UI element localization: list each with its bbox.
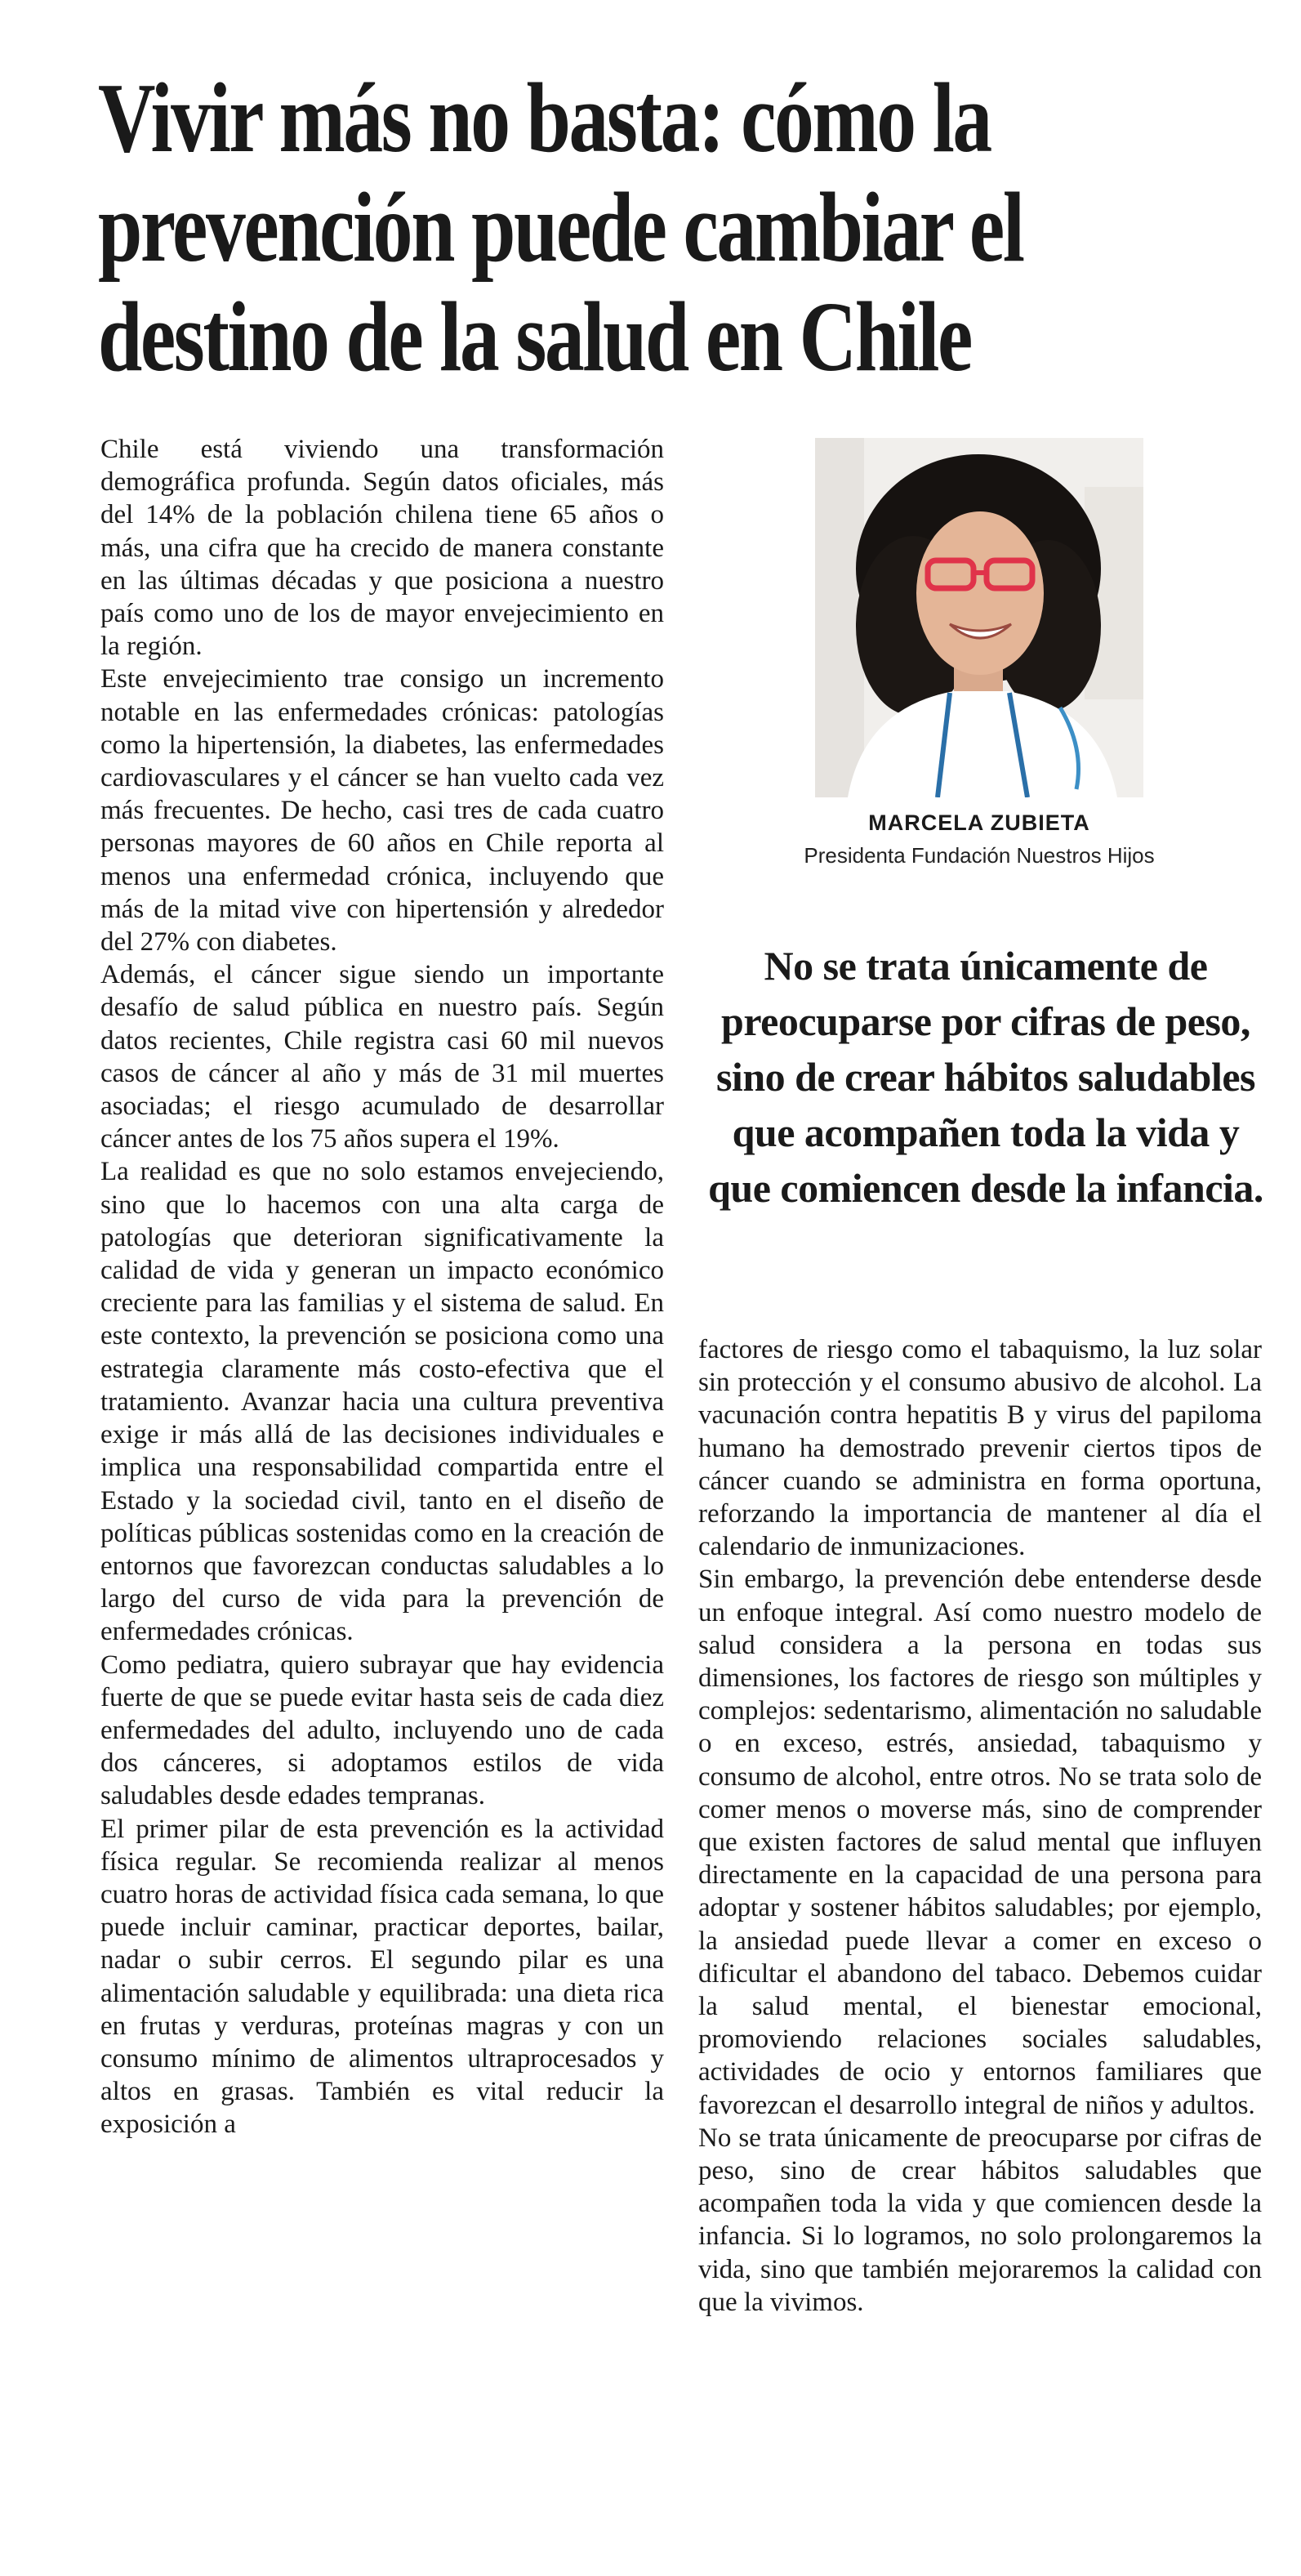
paragraph: Además, el cáncer sigue siendo un importante desafío de salud pública en nuestro país. Según datos recientes, Chile registra casi 60 mil nuevos casos de cáncer al año y más de 31 mil muertes asociadas; el riesgo acumulado de desarrollar cáncer antes de los 75 años supera el 19%. <box>100 960 664 1154</box>
paragraph: El primer pilar de esta prevención es la actividad física regular. Se recomienda realizar al menos cuatro horas de actividad física cada semana, lo que puede incluir caminar, practicar deportes, bailar, nadar o subir cerros. El segundo pilar es una alimentación saludable y equilibrada: una dieta rica en frutas y verduras, proteínas magras y con un consumo mínimo de alimentos ultraprocesados y altos en grasas. También es vital reducir la exposición a <box>100 1814 664 2140</box>
paragraph: factores de riesgo como el tabaquismo, la luz solar sin protección y el consumo abusivo de alcohol. La vacunación contra hepatitis B y virus del papiloma humano ha demostrado prevenir ciertos tipos de cáncer cuando se administra en forma oportuna, reforzando la importancia de mantener al día el calendario de inmunizaciones. <box>698 1335 1262 1562</box>
headline-line-3: destino de la salud en Chile <box>98 282 971 392</box>
left-column <box>100 433 664 2141</box>
paragraph: La realidad es que no solo estamos envejeciendo, sino que lo hacemos con una alta carga de patologías que deterioran significativamente la calidad de vida y generan un impacto económico creciente para las familias y el sistema de salud. En este contexto, la prevención se posiciona como una estrategia claramente más costo-efectiva que el tratamiento. Avanzar hacia una cultura preventiva exige ir más allá de las decisiones individuales e implica una responsabilidad compartida entre el Estado y la sociedad civil, tanto en el diseño de políticas públicas sostenidas como en la creación de entornos que favorezcan conductas saludables a lo largo del curso de vida para la prevención de enfermedades crónicas. <box>100 1157 664 1647</box>
author-photo <box>815 438 1143 797</box>
portrait-image <box>815 438 1143 797</box>
paragraph: Como pediatra, quiero subrayar que hay evidencia fuerte de que se puede evitar hasta seis de cada diez enfermedades del adulto, incluyendo uno de cada dos cánceres, si adoptamos estilos de vida saludables desde edades tempranas. <box>100 1650 664 1811</box>
headline-line-1: Vivir más no basta: cómo la <box>98 63 991 173</box>
headline <box>98 63 1023 392</box>
paragraph: Este envejecimiento trae consigo un incremento notable en las enfermedades crónicas: patologías como la hipertensión, la diabetes, las enfermedades cardiovasculares y el cáncer se han vuelto cada vez más frecuentes. De hecho, casi tres de cada cuatro personas mayores de 60 años en Chile reporta al menos una enfermedad crónica, incluyendo que más de la mitad vive con hipertensión y alrededor del 27% con diabetes. <box>100 664 664 958</box>
paragraph: No se trata únicamente de preocuparse por cifras de peso, sino de crear hábitos saludables que acompañen toda la vida y que comiencen desde la infancia. Si lo logramos, no solo prolongaremos la vida, sino que también mejoraremos la calidad con que la vivimos. <box>698 2123 1262 2317</box>
headline-line-2: prevención puede cambiar el <box>98 172 1023 283</box>
paragraph: Chile está viviendo una transformación demográfica profunda. Según datos oficiales, más del 14% de la población chilena tiene 65 años o más, una cifra que ha crecido de manera constante en las últimas décadas y que posiciona a nuestro país como uno de los de mayor envejecimiento en la región. <box>100 435 664 662</box>
right-column <box>698 1333 1262 2319</box>
pull-quote: No se trata únicamente de preocuparse por cifras de peso, sino de crear hábitos saludables que acompañen toda la vida y que comiencen desde la infancia. <box>708 943 1263 1211</box>
author-name: MARCELA ZUBIETA <box>868 810 1090 835</box>
paragraph: Sin embargo, la prevención debe entenderse desde un enfoque integral. Así como nuestro modelo de salud considera a la persona en todas sus dimensiones, los factores de riesgo son múltiples y complejos: sedentarismo, alimentación no saludable o en exceso, estrés, ansiedad, tabaquismo y consumo de alcohol, entre otros. No se trata solo de comer menos o moverse más, sino de comprender que existen factores de salud mental que influyen directamente en la capacidad de una persona para adoptar y sostener hábitos saludables; por ejemplo, la ansiedad puede llevar a comer en exceso o dificultar el abandono del tabaco. Debemos cuidar la salud mental, el bienestar emocional, promoviendo relaciones sociales saludables, actividades de ocio y entornos familiares que favorezcan el desarrollo integral de niños y adultos. <box>698 1565 1262 2120</box>
author-role: Presidenta Fundación Nuestros Hijos <box>804 843 1155 868</box>
